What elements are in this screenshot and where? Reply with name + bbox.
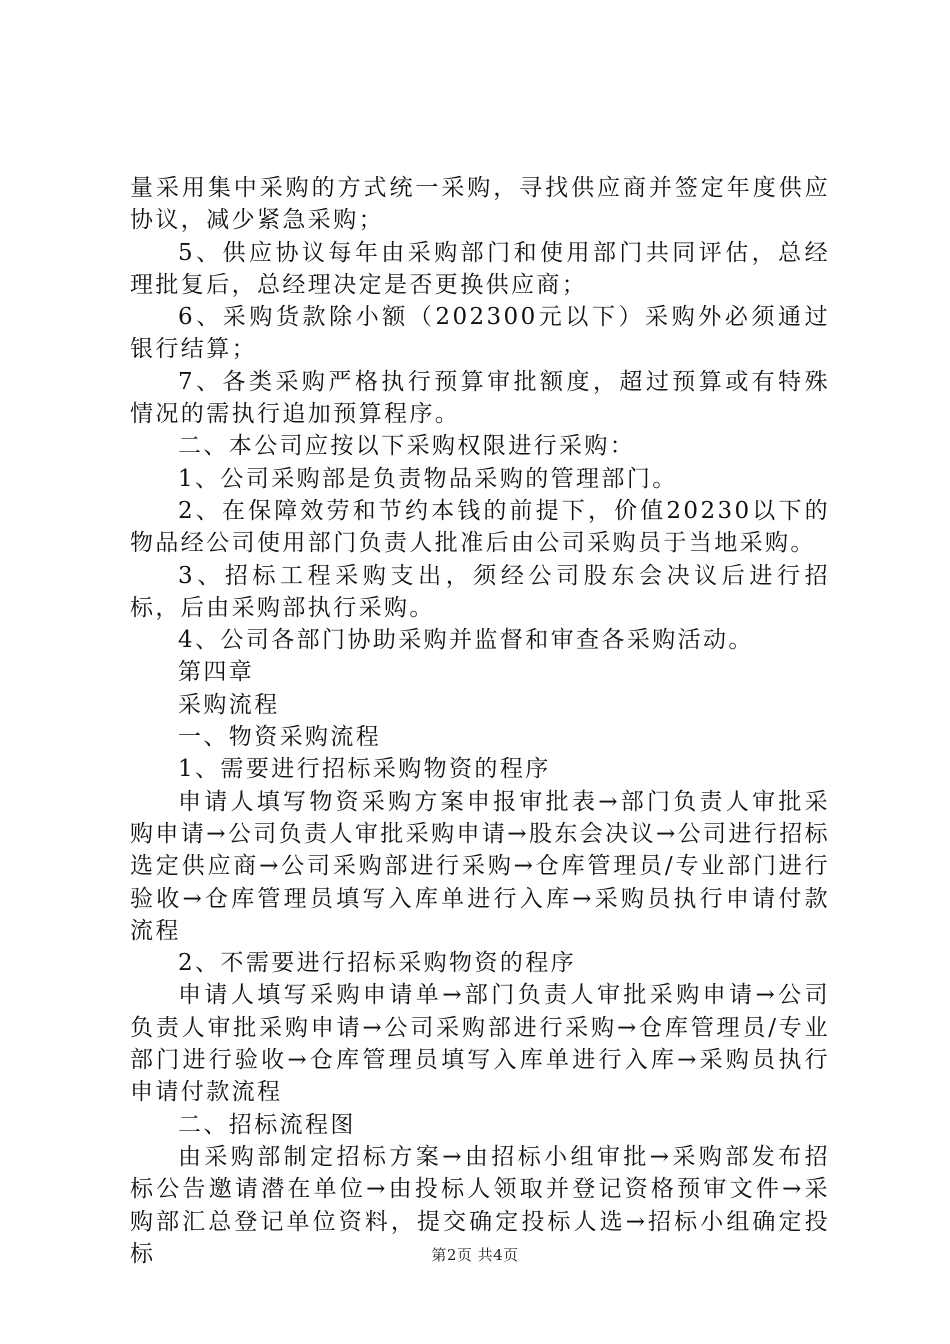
chapter-number: 第四章 [178,659,255,686]
paragraph: 申请人填写采购申请单→部门负责人审批采购申请→公司负责人审批采购申请→公司采购部进行采购→仓库管理员/专业部门进行验收→仓库管理员填写入库单进行入库→采购员执行申请付款流程 [130,982,830,1106]
paragraph: 2、在保障效劳和节约本钱的前提下，价值20230以下的物品经公司使用部门负责人批准后由公司采购员于当地采购。 [130,497,830,557]
page-footer [0,1244,950,1265]
subsection-heading: 2、不需要进行招标采购物资的程序 [178,950,577,977]
paragraph: 申请人填写物资采购方案申报审批表→部门负责人审批采购申请→公司负责人审批采购申请→股东会决议→公司进行招标选定供应商→公司采购部进行采购→仓库管理员/专业部门进行验收→仓库管理员填写入库单进行入库→采购员执行申请付款流程 [130,788,831,944]
chapter-title: 采购流程 [178,691,280,718]
paragraph: 4、公司各部门协助采购并监督和审查各采购活动。 [178,627,754,654]
paragraph: 6、采购货款除小额（202300元以下）采购外必须通过银行结算； [130,304,830,363]
subsection-heading: 1、需要进行招标采购物资的程序 [178,756,551,783]
paragraph: 3、招标工程采购支出，须经公司股东会决议后进行招标，后由采购部执行采购。 [130,562,830,621]
section-heading: 二、招标流程图 [178,1111,356,1138]
document-body [130,172,830,1270]
paragraph: 量采用集中采购的方式统一采购，寻找供应商并签定年度供应协议，减少紧急采购； [130,175,830,234]
paragraph: 7、各类采购严格执行预算审批额度，超过预算或有特殊情况的需执行追加预算程序。 [130,368,830,428]
paragraph: 由采购部制定招标方案→由招标小组审批→采购部发布招标公告邀请潜在单位→由投标人领取并登记资格预审文件→采购部汇总登记单位资料，提交确定投标人选→招标小组确定投标 [130,1143,830,1267]
section-heading: 一、物资采购流程 [178,724,382,751]
paragraph: 5、供应协议每年由采购部门和使用部门共同评估，总经理批复后，总经理决定是否更换供应商； [130,239,830,298]
paragraph: 1、公司采购部是负责物品采购的管理部门。 [178,465,678,492]
page-number: 第2页 共4页 [431,1246,519,1264]
section-heading: 二、本公司应按以下采购权限进行采购： [178,433,636,460]
